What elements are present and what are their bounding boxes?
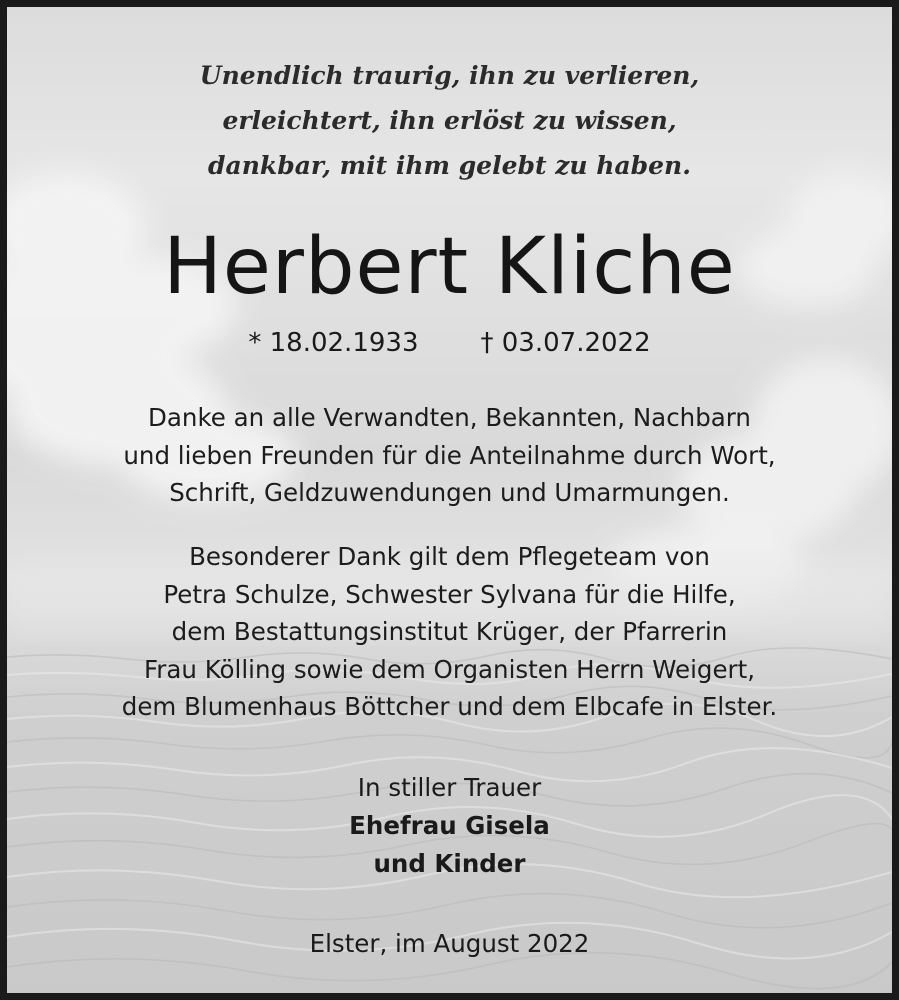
place-and-date: Elster, im August 2022 [309,929,590,958]
thanks-paragraph [7,399,892,512]
verse-line: Unendlich traurig, ihn zu verlieren, [199,61,700,90]
signature-family: und Kinder [373,849,526,878]
verse-line: erleichtert, ihn erlöst zu wissen, [222,106,677,135]
death-date: † 03.07.2022 [480,328,651,358]
special-thanks-line: dem Blumenhaus Böttcher und dem Elbcafe in Elster. [121,692,778,721]
signature-mourner: Ehefrau Gisela [349,811,550,840]
life-dates [7,325,892,361]
signature-block [7,769,892,883]
deceased-name: Herbert Kliche [163,222,736,312]
special-thanks-paragraph [7,538,892,726]
special-thanks-line: Besonderer Dank gilt dem Pflegeteam von [189,542,710,571]
thanks-line: Schrift, Geldzuwendungen und Umarmungen. [169,478,730,507]
thanks-line: und lieben Freunden für die Anteilnahme durch Wort, [123,440,776,470]
special-thanks-line: dem Bestattungsinstitut Krüger, der Pfarrerin [171,617,728,646]
verse-block [7,53,892,188]
special-thanks-line: Petra Schulze, Schwester Sylvana für die Hilfe, [163,579,736,609]
birth-date: * 18.02.1933 [248,328,419,358]
signature-intro: In stiller Trauer [357,773,542,802]
special-thanks-line: Frau Kölling sowie dem Organisten Herrn Weigert, [143,654,756,684]
thanks-line: Danke an alle Verwandten, Bekannten, Nachbarn [148,403,751,432]
verse-line: dankbar, mit ihm gelebt zu haben. [208,151,691,180]
